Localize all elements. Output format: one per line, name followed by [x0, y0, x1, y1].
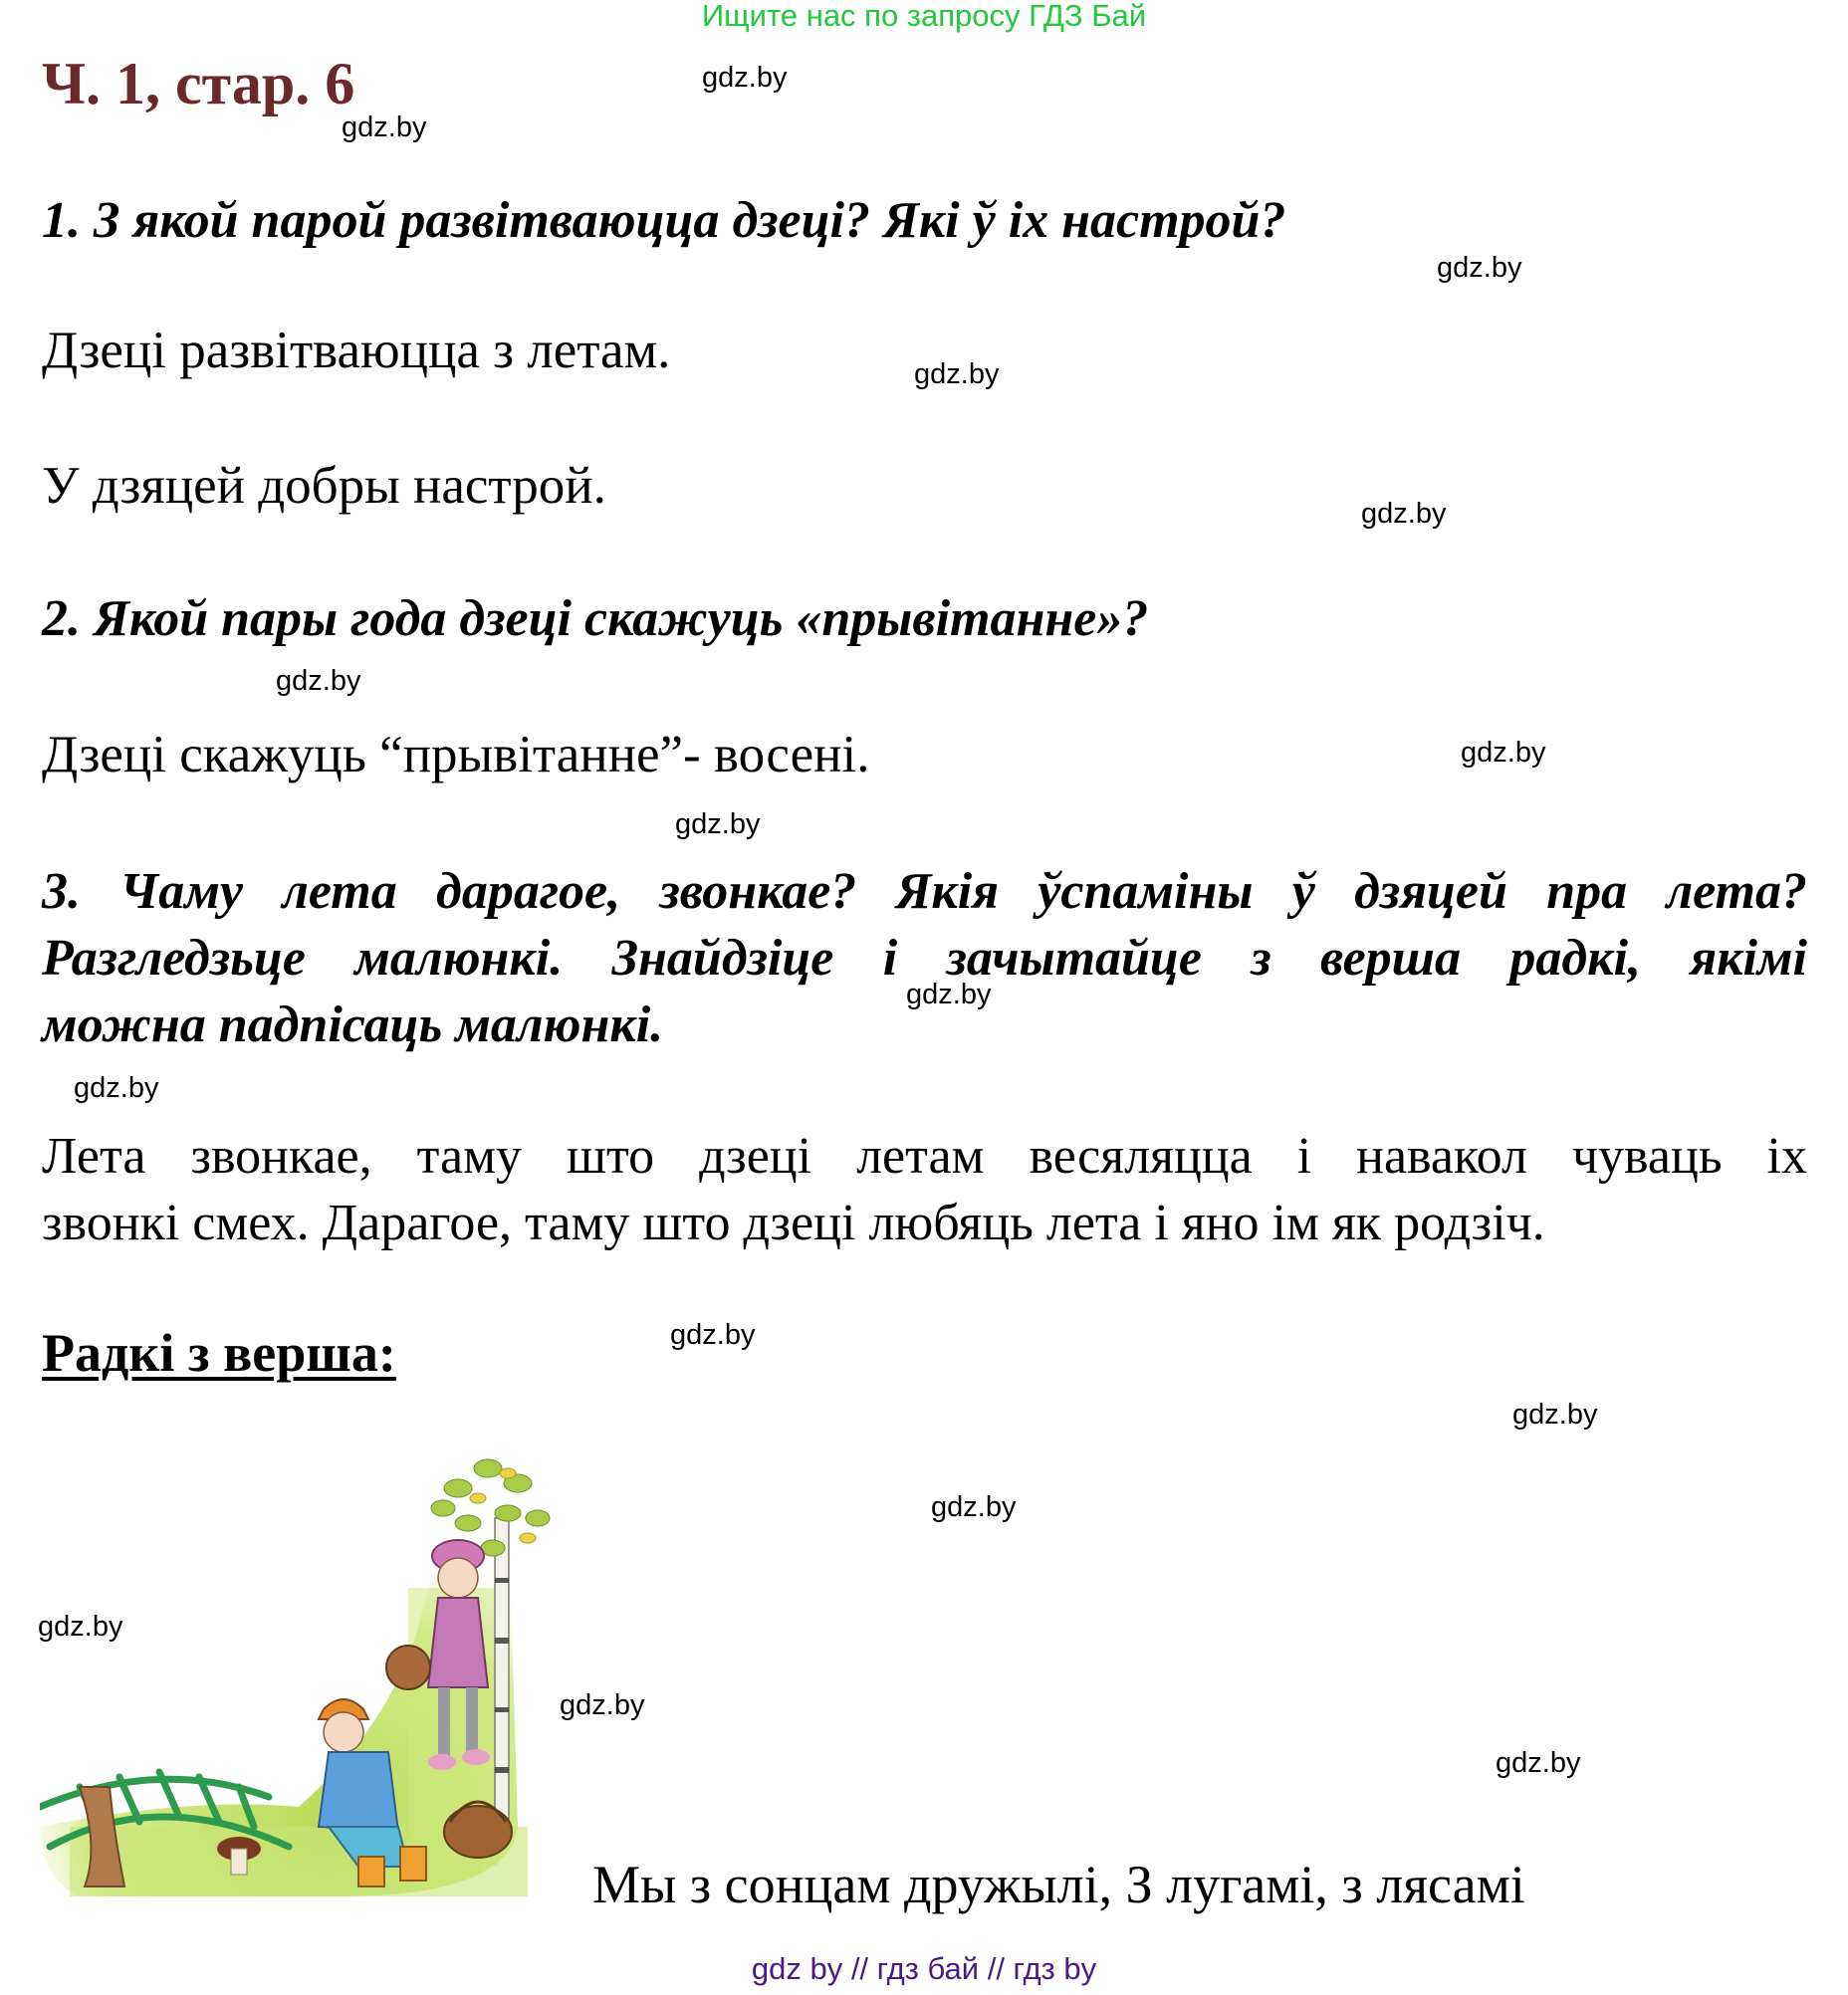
children-mushrooms-illustration: [40, 1429, 579, 1908]
watermark: gdz.by: [276, 665, 361, 697]
question-3-line: Разгледзьце малюнкі. Знайдзіце і зачытайце з верша радкі, якімі: [42, 930, 1807, 987]
question-3: [42, 858, 1807, 1058]
page-title: Ч. 1, стар. 6: [42, 51, 355, 116]
watermark: gdz.by: [1496, 1747, 1581, 1779]
watermark: gdz.by: [931, 1491, 1017, 1523]
forest-illustration: [40, 1429, 579, 1908]
watermark: gdz.by: [702, 62, 788, 94]
watermark: gdz.by: [342, 111, 427, 143]
watermark: gdz.by: [1512, 1399, 1598, 1431]
answer-3-line: Лета звонкае, таму што дзеці летам весяляцца і навакол чуваць іх: [42, 1128, 1807, 1185]
watermark: gdz.by: [560, 1689, 645, 1721]
footer-watermark: gdz by // гдз бай // гдз by: [751, 1951, 1097, 1986]
question-1: 1. З якой парой развітваюцца дзеці? Які ў іх настрой?: [42, 192, 1286, 249]
answer-3: [42, 1123, 1807, 1256]
watermark: gdz.by: [38, 1611, 123, 1643]
watermark: gdz.by: [1461, 737, 1546, 769]
watermark: gdz.by: [670, 1319, 756, 1351]
question-2: 2. Якой пары года дзеці скажуць «прывітанне»?: [42, 590, 1149, 647]
watermark: gdz.by: [914, 358, 1000, 390]
question-3-line: 3. Чаму лета дарагое, звонкае? Якія ўспаміны ў дзяцей пра лета?: [42, 863, 1807, 920]
answer-3-line: звонкі смех. Дарагое, таму што дзеці любяць лета і яно ім як родзіч.: [42, 1195, 1545, 1251]
poem-line: Мы з сонцам дружылі, З лугамі, з лясамі: [592, 1855, 1525, 1914]
top-banner: Ищите нас по запросу ГДЗ Бай: [701, 0, 1147, 33]
answer-1a: Дзеці развітваюцца з летам.: [42, 322, 671, 379]
section-heading: Радкі з верша:: [42, 1323, 396, 1383]
watermark: gdz.by: [1361, 498, 1447, 530]
watermark: gdz.by: [74, 1072, 159, 1104]
watermark: gdz.by: [1437, 252, 1522, 284]
watermark: gdz.by: [906, 979, 992, 1010]
answer-2: Дзеці скажуць “прывітанне”- восені.: [42, 726, 870, 783]
answer-1b: У дзяцей добры настрой.: [42, 457, 606, 515]
question-3-line: можна падпісаць малюнкі.: [42, 997, 664, 1053]
watermark: gdz.by: [675, 808, 761, 840]
